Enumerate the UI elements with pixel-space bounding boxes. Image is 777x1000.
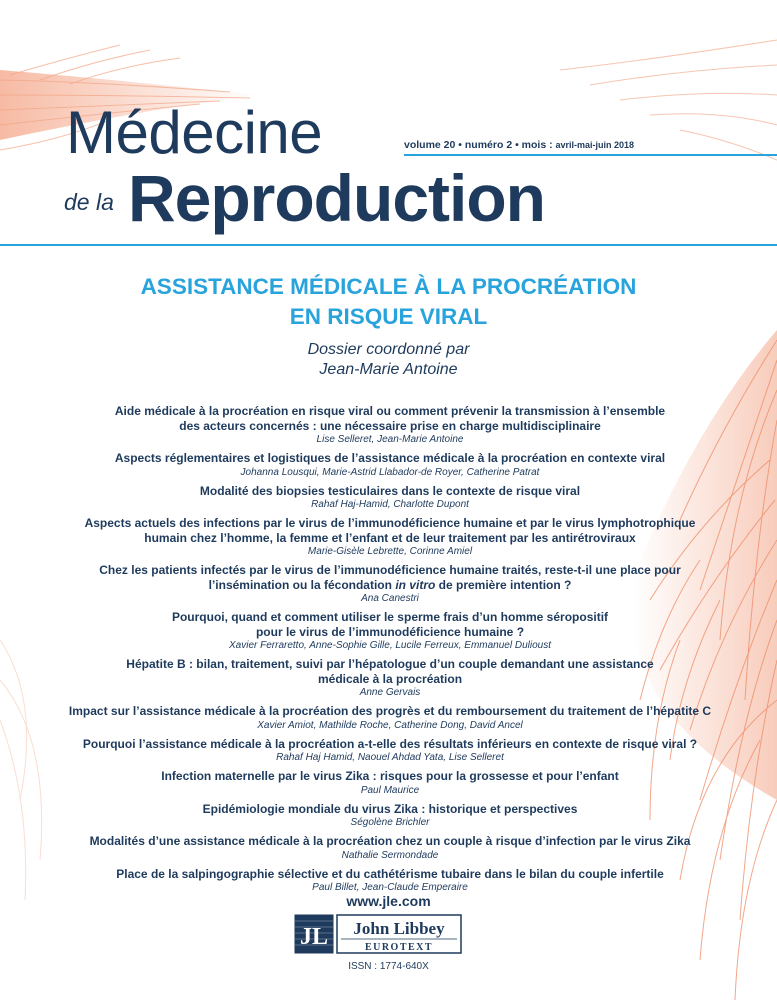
- toc-entry[interactable]: [40, 404, 740, 446]
- article-authors: Rahaf Haj Hamid, Naouel Ahdad Yata, Lise Selleret: [276, 752, 504, 763]
- toc-entry[interactable]: [40, 704, 740, 732]
- issue-label: numéro: [464, 139, 504, 151]
- article-authors: Lise Selleret, Jean-Marie Antoine: [316, 434, 464, 445]
- table-of-contents: [40, 404, 740, 899]
- coordinator-name: Jean-Marie Antoine: [319, 361, 458, 378]
- publisher-imprint: EUROTEXT: [364, 942, 434, 953]
- article-authors: Ana Canestri: [361, 593, 419, 604]
- bullet-separator: •: [458, 139, 465, 151]
- article-authors: Xavier Amiot, Mathilde Roche, Catherine Dong, David Ancel: [257, 719, 523, 731]
- toc-entry[interactable]: [40, 657, 740, 699]
- article-title: Hépatite B : bilan, traitement, suivi par l’hépatologue d’un couple demandant une assistance médicale à la procréation: [126, 657, 654, 686]
- article-title: Pourquoi, quand et comment utiliser le sperme frais d’un homme séropositif pour le virus de l’immunodéficience humaine ?: [171, 610, 609, 639]
- toc-entry[interactable]: [40, 610, 740, 652]
- issue-metadata: [404, 139, 634, 151]
- article-title: Modalité des biopsies testiculaires dans le contexte de risque viral: [199, 483, 581, 498]
- publisher-name: John Libbey: [353, 919, 445, 938]
- toc-entry[interactable]: [40, 484, 740, 512]
- article-title: Place de la salpingographie sélective et du cathétérisme tubaire dans le bilan du couple infertile: [116, 866, 664, 881]
- article-authors: Nathalie Sermondade: [341, 849, 439, 861]
- article-title: Impact sur l’assistance médicale à la procréation des progrès et du remboursement du traitement de l’hépatite C: [68, 704, 712, 718]
- toc-entry[interactable]: [40, 451, 740, 479]
- article-title: Aide médicale à la procréation en risque viral ou comment prévenir la transmission à l’ensemble des acteurs concernés : une nécessaire prise en charge multidisciplinaire: [114, 404, 666, 433]
- dossier-title-line2: EN RISQUE VIRAL: [289, 304, 488, 329]
- article-title-part: de première intention ?: [435, 577, 572, 592]
- dossier-coordinator: [200, 340, 577, 380]
- website-link[interactable]: www.jle.com: [346, 893, 431, 909]
- article-authors: Paul Maurice: [360, 784, 420, 796]
- header-rule-top: [404, 154, 777, 156]
- issue-number: 2: [506, 139, 513, 151]
- toc-entry[interactable]: [40, 834, 740, 862]
- journal-title-medecine: Médecine: [66, 99, 323, 166]
- toc-entry[interactable]: [40, 867, 740, 895]
- journal-title-reproduction: Reproduction: [128, 161, 545, 235]
- article-title: Modalités d’une assistance médicale à la procréation chez un couple à risque d’infection par le virus Zika: [89, 834, 691, 848]
- article-title: Epidémiologie mondiale du virus Zika : historique et perspectives: [202, 801, 578, 816]
- header-rule-bottom: [0, 244, 777, 246]
- article-authors: Marie-Gisèle Lebrette, Corinne Amiel: [307, 546, 473, 557]
- article-authors: Ségolène Brichler: [350, 817, 430, 828]
- article-authors: Anne Gervais: [359, 687, 421, 698]
- months-value: avril-mai-juin 2018: [555, 140, 635, 150]
- dossier-title: [60, 272, 717, 332]
- article-authors: Johanna Lousqui, Marie-Astrid Llabador-de Royer, Catherine Patrat: [240, 466, 540, 478]
- months-label: mois :: [521, 139, 553, 151]
- toc-entry[interactable]: [40, 563, 740, 605]
- logo-mark: JL: [299, 924, 329, 950]
- article-authors: Rahaf Haj-Hamid, Charlotte Dupont: [311, 499, 469, 510]
- toc-entry[interactable]: [40, 737, 740, 765]
- article-title-part: l’insémination ou la fécondation: [208, 577, 396, 592]
- article-title: Pourquoi l’assistance médicale à la procréation a-t-elle des résultats inférieurs en contexte de risque viral ?: [82, 736, 698, 751]
- article-title-italic: in vitro: [395, 577, 436, 592]
- journal-title-prefix: de la: [64, 189, 114, 215]
- toc-entry[interactable]: [40, 516, 740, 558]
- dossier-title-line1: ASSISTANCE MÉDICALE À LA PROCRÉATION: [140, 274, 637, 299]
- volume-label: volume 20: [404, 139, 456, 151]
- issn: ISSN : 1774-640X: [348, 961, 429, 972]
- publisher-logo: [293, 913, 463, 955]
- article-title: Aspects actuels des infections par le virus de l’immunodéficience humaine et par le virus lymphotrophique humain chez l’homme, la femme et l’enfant et de leur traitement par les antirétroviraux: [84, 516, 696, 545]
- article-title: Infection maternelle par le virus Zika : risques pour la grossesse et pour l’enfant: [161, 769, 619, 783]
- toc-entry[interactable]: [40, 769, 740, 797]
- article-title: Aspects réglementaires et logistiques de l’assistance médicale à la procréation en contexte viral: [114, 451, 666, 465]
- toc-entry[interactable]: [40, 802, 740, 830]
- article-title: Chez les patients infectés par le virus de l’immunodéficience humaine traités, reste-t-il une place pour l’insémination ou la fécondation in vitro de première intention ?: [99, 563, 681, 592]
- bullet-separator: •: [515, 139, 522, 151]
- coordinated-by-label: Dossier coordonné par: [307, 341, 470, 358]
- article-authors: Paul Billet, Jean-Claude Emperaire: [312, 882, 468, 893]
- article-authors: Xavier Ferraretto, Anne-Sophie Gille, Lucile Ferreux, Emmanuel Dulioust: [229, 640, 551, 651]
